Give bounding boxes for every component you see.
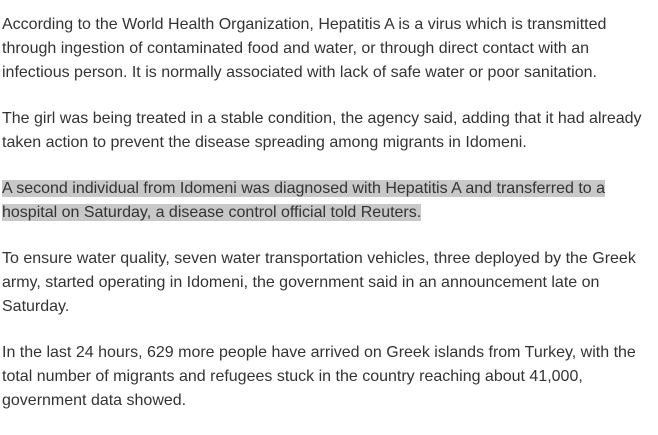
article-paragraph-5 <box>2 341 652 413</box>
article-paragraph-1 <box>2 13 652 85</box>
article-body <box>2 13 652 435</box>
paragraph-text: To ensure water quality, seven water transportation vehicles, three deployed by the Greek army, started operating in Idomeni, the government said in an announcement late on Saturday. <box>2 250 636 315</box>
article-paragraph-2 <box>2 107 652 155</box>
article-paragraph-3-selected <box>2 177 652 225</box>
article-paragraph-4 <box>2 247 652 319</box>
paragraph-text: The girl was being treated in a stable condition, the agency said, adding that it had already taken action to prevent the disease spreading among migrants in Idomeni. <box>2 110 642 151</box>
paragraph-text: According to the World Health Organization, Hepatitis A is a virus which is transmitted through ingestion of contaminated food and water, or through direct contact with an infectious person. It is normally associated with lack of safe water or poor sanitation. <box>2 16 607 81</box>
paragraph-text: In the last 24 hours, 629 more people have arrived on Greek islands from Turkey, with the total number of migrants and refugees stuck in the country reaching about 41,000, government data showed. <box>2 344 636 409</box>
selected-text-highlight[interactable]: A second individual from Idomeni was diagnosed with Hepatitis A and transferred to a hospital on Saturday, a disease control official told Reuters. <box>2 180 606 221</box>
